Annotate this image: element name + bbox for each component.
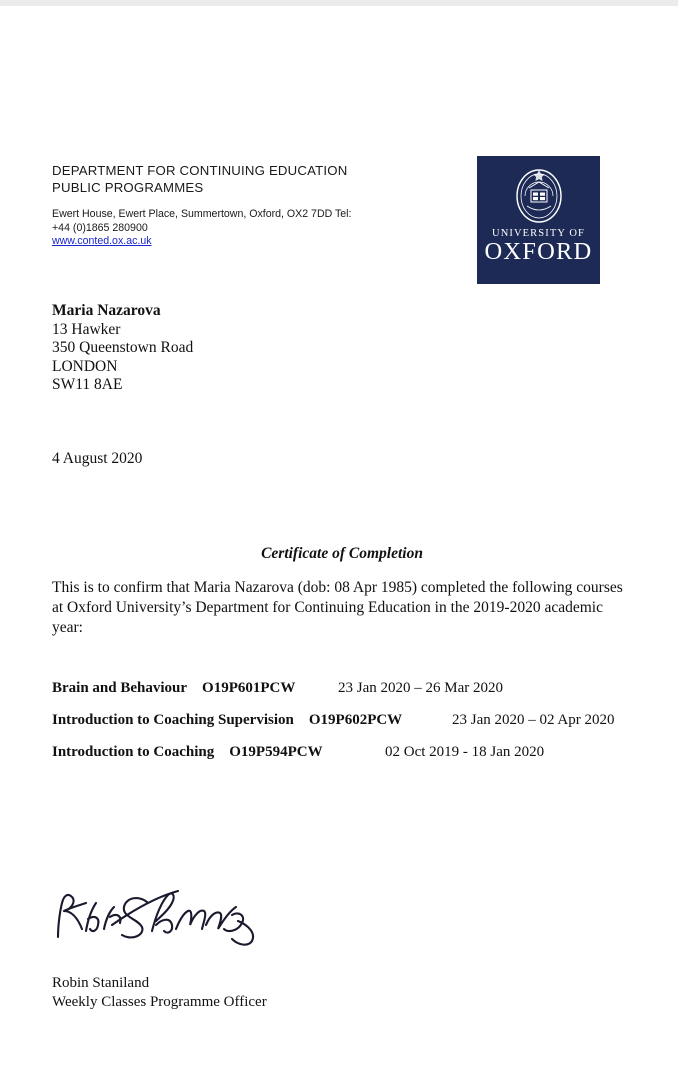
- recipient-address-line-1: 13 Hawker: [52, 320, 121, 338]
- signature-image: [52, 885, 262, 955]
- course-name: Brain and Behaviour: [52, 680, 188, 696]
- course-name: Introduction to Coaching: [52, 744, 215, 760]
- course-dates: 23 Jan 2020 – 02 Apr 2020: [452, 712, 615, 728]
- department-header: [52, 162, 452, 196]
- certificate-body-text: This is to confirm that Maria Nazarova (dob: 08 Apr 1985) completed the following courses at Oxford University’s Department for Continuing Education in the 2019-2020 academic year:: [52, 579, 623, 636]
- certificate-title: Certificate of Completion: [261, 545, 423, 562]
- website-link[interactable]: www.conted.ox.ac.uk: [52, 235, 152, 247]
- signatory-name: Robin Staniland: [52, 975, 150, 991]
- signatory-title: Weekly Classes Programme Officer: [52, 993, 267, 1010]
- course-code: O19P602PCW: [308, 712, 403, 728]
- logo-oxford-text: OXFORD: [484, 238, 593, 265]
- recipient-city: LONDON: [52, 357, 118, 375]
- recipient-name: Maria Nazarova: [52, 302, 161, 319]
- department-line-2: PUBLIC PROGRAMMES: [52, 180, 204, 195]
- course-dates: 23 Jan 2020 – 26 Mar 2020: [338, 680, 503, 696]
- sender-address-line-1: Ewert House, Ewert Place, Summertown, Oxford, OX2 7DD Tel:: [52, 208, 352, 220]
- oxford-logo: [477, 156, 600, 284]
- table-row: [52, 712, 632, 744]
- oxford-crest-icon: [513, 166, 565, 226]
- recipient-address-line-2: 350 Queenstown Road: [52, 339, 194, 356]
- recipient-block: [52, 302, 382, 395]
- signatory-block: [52, 974, 267, 1011]
- course-code: O19P601PCW: [202, 680, 296, 696]
- logo-university-text: UNIVERSITY OF: [492, 228, 585, 239]
- course-code: O19P594PCW: [229, 744, 323, 760]
- letter-date: 4 August 2020: [52, 450, 143, 467]
- course-list: [52, 680, 632, 776]
- sender-phone: +44 (0)1865 280900: [52, 221, 148, 234]
- course-name: Introduction to Coaching Supervision: [52, 712, 294, 728]
- course-dates: 02 Oct 2019 - 18 Jan 2020: [385, 744, 545, 760]
- sender-address: [52, 208, 422, 249]
- table-row: [52, 744, 632, 776]
- table-row: [52, 680, 632, 712]
- department-line-1: DEPARTMENT FOR CONTINUING EDUCATION: [52, 163, 348, 178]
- recipient-postcode: SW11 8AE: [52, 376, 123, 393]
